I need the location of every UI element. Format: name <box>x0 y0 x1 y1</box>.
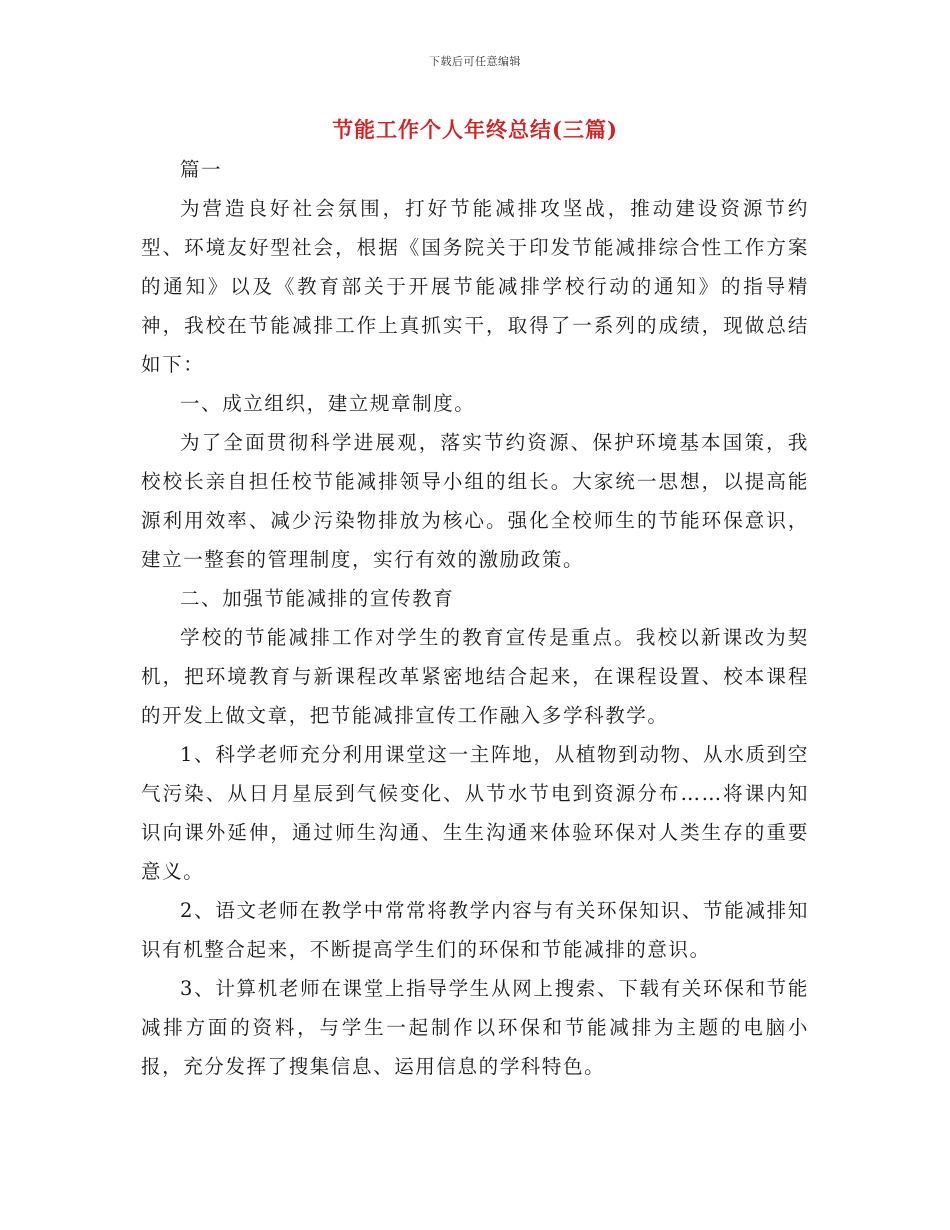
paragraph: 学校的节能减排工作对学生的教育宣传是重点。我校以新课改为契机，把环境教育与新课程改革紧密地结合起来，在课程设置、校本课程的开发上做文章，把节能减排宣传工作融入多学科教学。 <box>141 626 809 727</box>
intro-paragraph: 为营造良好社会氛围，打好节能减排攻坚战，推动建设资源节约型、环境友好型社会，根据《国务院关于印发节能减排综合性工作方案的通知》以及《教育部关于开展节能减排学校行动的通知》的指导精神，我校在节能减排工作上真抓实干，取得了一系列的成绩，现做总结如下： <box>141 197 809 376</box>
section-heading-pian-yi: 篇一 <box>180 158 223 181</box>
header-note: 下载后可任意编辑 <box>429 55 521 68</box>
section-heading-1: 一、成立组织，建立规章制度。 <box>180 392 476 415</box>
document-body <box>141 150 809 1086</box>
list-item: 1、科学老师充分利用课堂这一主阵地，从植物到动物、从水质到空气污染、从日月星辰到气候变化、从节水节电到资源分布……将课内知识向课外延伸，通过师生沟通、生生沟通来体验环保对人类生存的重要意义。 <box>141 743 809 883</box>
paragraph: 为了全面贯彻科学进展观，落实节约资源、保护环境基本国策，我校校长亲自担任校节能减排领导小组的组长。大家统一思想，以提高能源利用效率、减少污染物排放为核心。强化全校师生的节能环保意识，建立一整套的管理制度，实行有效的激励政策。 <box>141 431 809 571</box>
document-title: 节能工作个人年终总结(三篇) <box>332 117 618 142</box>
list-item: 3、计算机老师在课堂上指导学生从网上搜索、下载有关环保和节能减排方面的资料，与学生一起制作以环保和节能减排为主题的电脑小报，充分发挥了搜集信息、运用信息的学科特色。 <box>141 977 809 1078</box>
list-item: 2、语文老师在教学中常常将教学内容与有关环保知识、节能减排知识有机整合起来，不断提高学生们的环保和节能减排的意识。 <box>141 899 809 961</box>
section-heading-2: 二、加强节能减排的宣传教育 <box>180 587 455 610</box>
